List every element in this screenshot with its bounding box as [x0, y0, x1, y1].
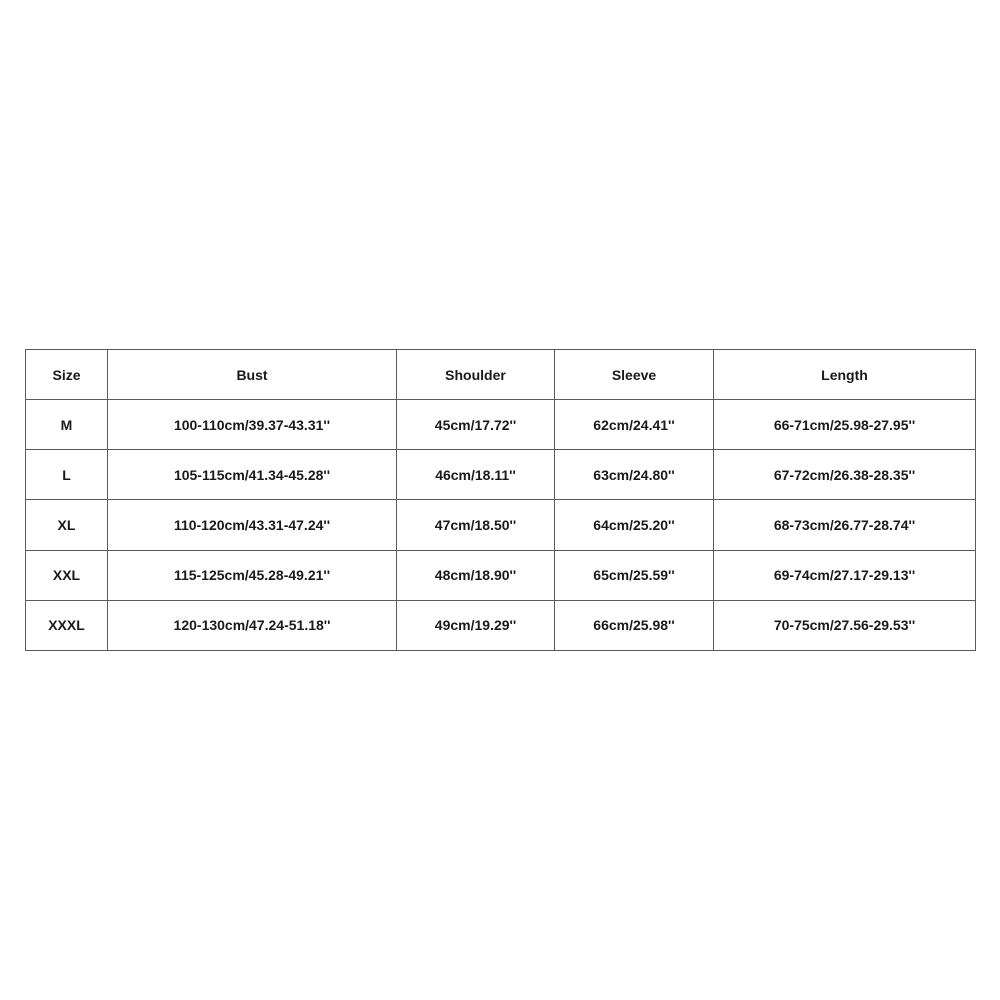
header-sleeve: Sleeve	[555, 350, 714, 400]
sleeve-cell: 62cm/24.41''	[555, 400, 714, 450]
length-cell: 70-75cm/27.56-29.53''	[714, 600, 976, 650]
bust-cell: 115-125cm/45.28-49.21''	[108, 550, 397, 600]
shoulder-cell: 45cm/17.72''	[397, 400, 555, 450]
table-row	[26, 600, 976, 650]
size-chart-table	[25, 349, 976, 651]
bust-cell: 120-130cm/47.24-51.18''	[108, 600, 397, 650]
bust-cell: 110-120cm/43.31-47.24''	[108, 500, 397, 550]
bust-cell: 105-115cm/41.34-45.28''	[108, 450, 397, 500]
sleeve-cell: 64cm/25.20''	[555, 500, 714, 550]
length-cell: 68-73cm/26.77-28.74''	[714, 500, 976, 550]
size-cell: XXL	[26, 550, 108, 600]
shoulder-cell: 46cm/18.11''	[397, 450, 555, 500]
table-row	[26, 400, 976, 450]
size-cell: M	[26, 400, 108, 450]
header-row	[26, 350, 976, 400]
sleeve-cell: 63cm/24.80''	[555, 450, 714, 500]
table-row	[26, 450, 976, 500]
size-cell: XXXL	[26, 600, 108, 650]
sleeve-cell: 66cm/25.98''	[555, 600, 714, 650]
sleeve-cell: 65cm/25.59''	[555, 550, 714, 600]
length-cell: 69-74cm/27.17-29.13''	[714, 550, 976, 600]
header-shoulder: Shoulder	[397, 350, 555, 400]
shoulder-cell: 47cm/18.50''	[397, 500, 555, 550]
table-row	[26, 500, 976, 550]
length-cell: 66-71cm/25.98-27.95''	[714, 400, 976, 450]
size-cell: L	[26, 450, 108, 500]
size-cell: XL	[26, 500, 108, 550]
shoulder-cell: 48cm/18.90''	[397, 550, 555, 600]
header-size: Size	[26, 350, 108, 400]
length-cell: 67-72cm/26.38-28.35''	[714, 450, 976, 500]
shoulder-cell: 49cm/19.29''	[397, 600, 555, 650]
bust-cell: 100-110cm/39.37-43.31''	[108, 400, 397, 450]
table-row	[26, 550, 976, 600]
header-bust: Bust	[108, 350, 397, 400]
header-length: Length	[714, 350, 976, 400]
